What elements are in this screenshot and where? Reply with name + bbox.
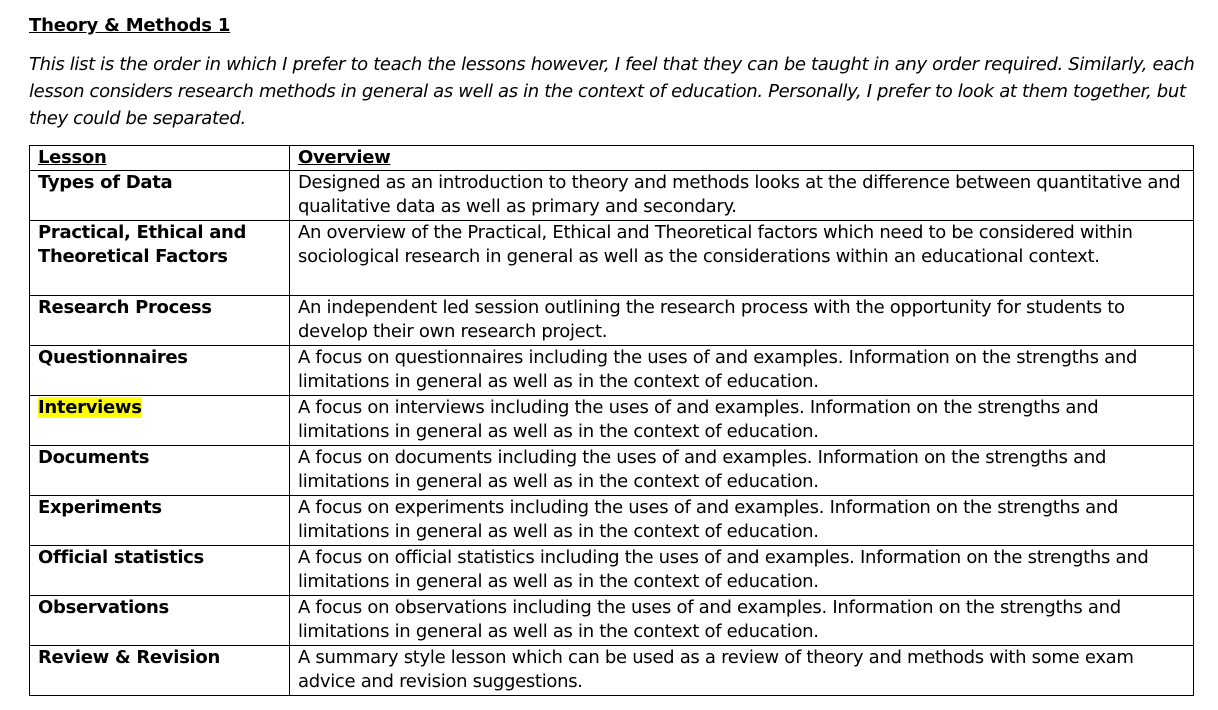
lesson-name: Observations xyxy=(30,596,290,646)
table-row xyxy=(30,646,1194,696)
lesson-name: Review & Revision xyxy=(30,646,290,696)
lesson-overview: A focus on documents including the uses of and examples. Information on the strengths and limitations in general as well as in the context of education. xyxy=(290,446,1194,496)
lesson-overview: A focus on official statistics including the uses of and examples. Information on the strengths and limitations in general as well as in the context of education. xyxy=(290,546,1194,596)
header-overview: Overview xyxy=(290,146,1194,171)
lesson-overview: A focus on questionnaires including the uses of and examples. Information on the strengths and limitations in general as well as in the context of education. xyxy=(290,346,1194,396)
table-row xyxy=(30,446,1194,496)
document-page xyxy=(29,13,1195,692)
lesson-overview: An overview of the Practical, Ethical and Theoretical factors which need to be considered within sociological research in general as well as the considerations within an educational context. xyxy=(290,221,1194,296)
lesson-name: Research Process xyxy=(30,296,290,346)
lesson-name: Questionnaires xyxy=(30,346,290,396)
table-row xyxy=(30,396,1194,446)
table-row xyxy=(30,596,1194,646)
table-row xyxy=(30,346,1194,396)
lesson-name: Official statistics xyxy=(30,546,290,596)
lesson-table xyxy=(29,145,1194,696)
table-row xyxy=(30,221,1194,296)
table-row xyxy=(30,296,1194,346)
lesson-overview: A summary style lesson which can be used as a review of theory and methods with some exam advice and revision suggestions. xyxy=(290,646,1194,696)
intro-paragraph: This list is the order in which I prefer to teach the lessons however, I feel that they can be taught in any order required. Similarly, each lesson considers research methods in general as well as in the context of education. Personally, I prefer to look at them together, but they could be separated. xyxy=(29,54,1195,129)
lesson-name: Practical, Ethical and Theoretical Factors xyxy=(30,221,290,296)
lesson-name: Documents xyxy=(30,446,290,496)
lesson-name-cell xyxy=(30,396,290,446)
lesson-overview: Designed as an introduction to theory and methods looks at the difference between quantitative and qualitative data as well as primary and secondary. xyxy=(290,171,1194,221)
document-title: Theory & Methods 1 xyxy=(29,15,231,36)
lesson-overview: A focus on observations including the uses of and examples. Information on the strengths and limitations in general as well as in the context of education. xyxy=(290,596,1194,646)
lesson-name: Experiments xyxy=(30,496,290,546)
table-row xyxy=(30,496,1194,546)
table-row xyxy=(30,171,1194,221)
lesson-name: Types of Data xyxy=(30,171,290,221)
table-header-row xyxy=(30,146,1194,171)
lesson-overview: A focus on experiments including the uses of and examples. Information on the strengths and limitations in general as well as in the context of education. xyxy=(290,496,1194,546)
table-row xyxy=(30,546,1194,596)
highlighted-lesson-name: Interviews xyxy=(38,397,142,418)
header-lesson: Lesson xyxy=(30,146,290,171)
lesson-overview: A focus on interviews including the uses of and examples. Information on the strengths and limitations in general as well as in the context of education. xyxy=(290,396,1194,446)
lesson-overview: An independent led session outlining the research process with the opportunity for students to develop their own research project. xyxy=(290,296,1194,346)
